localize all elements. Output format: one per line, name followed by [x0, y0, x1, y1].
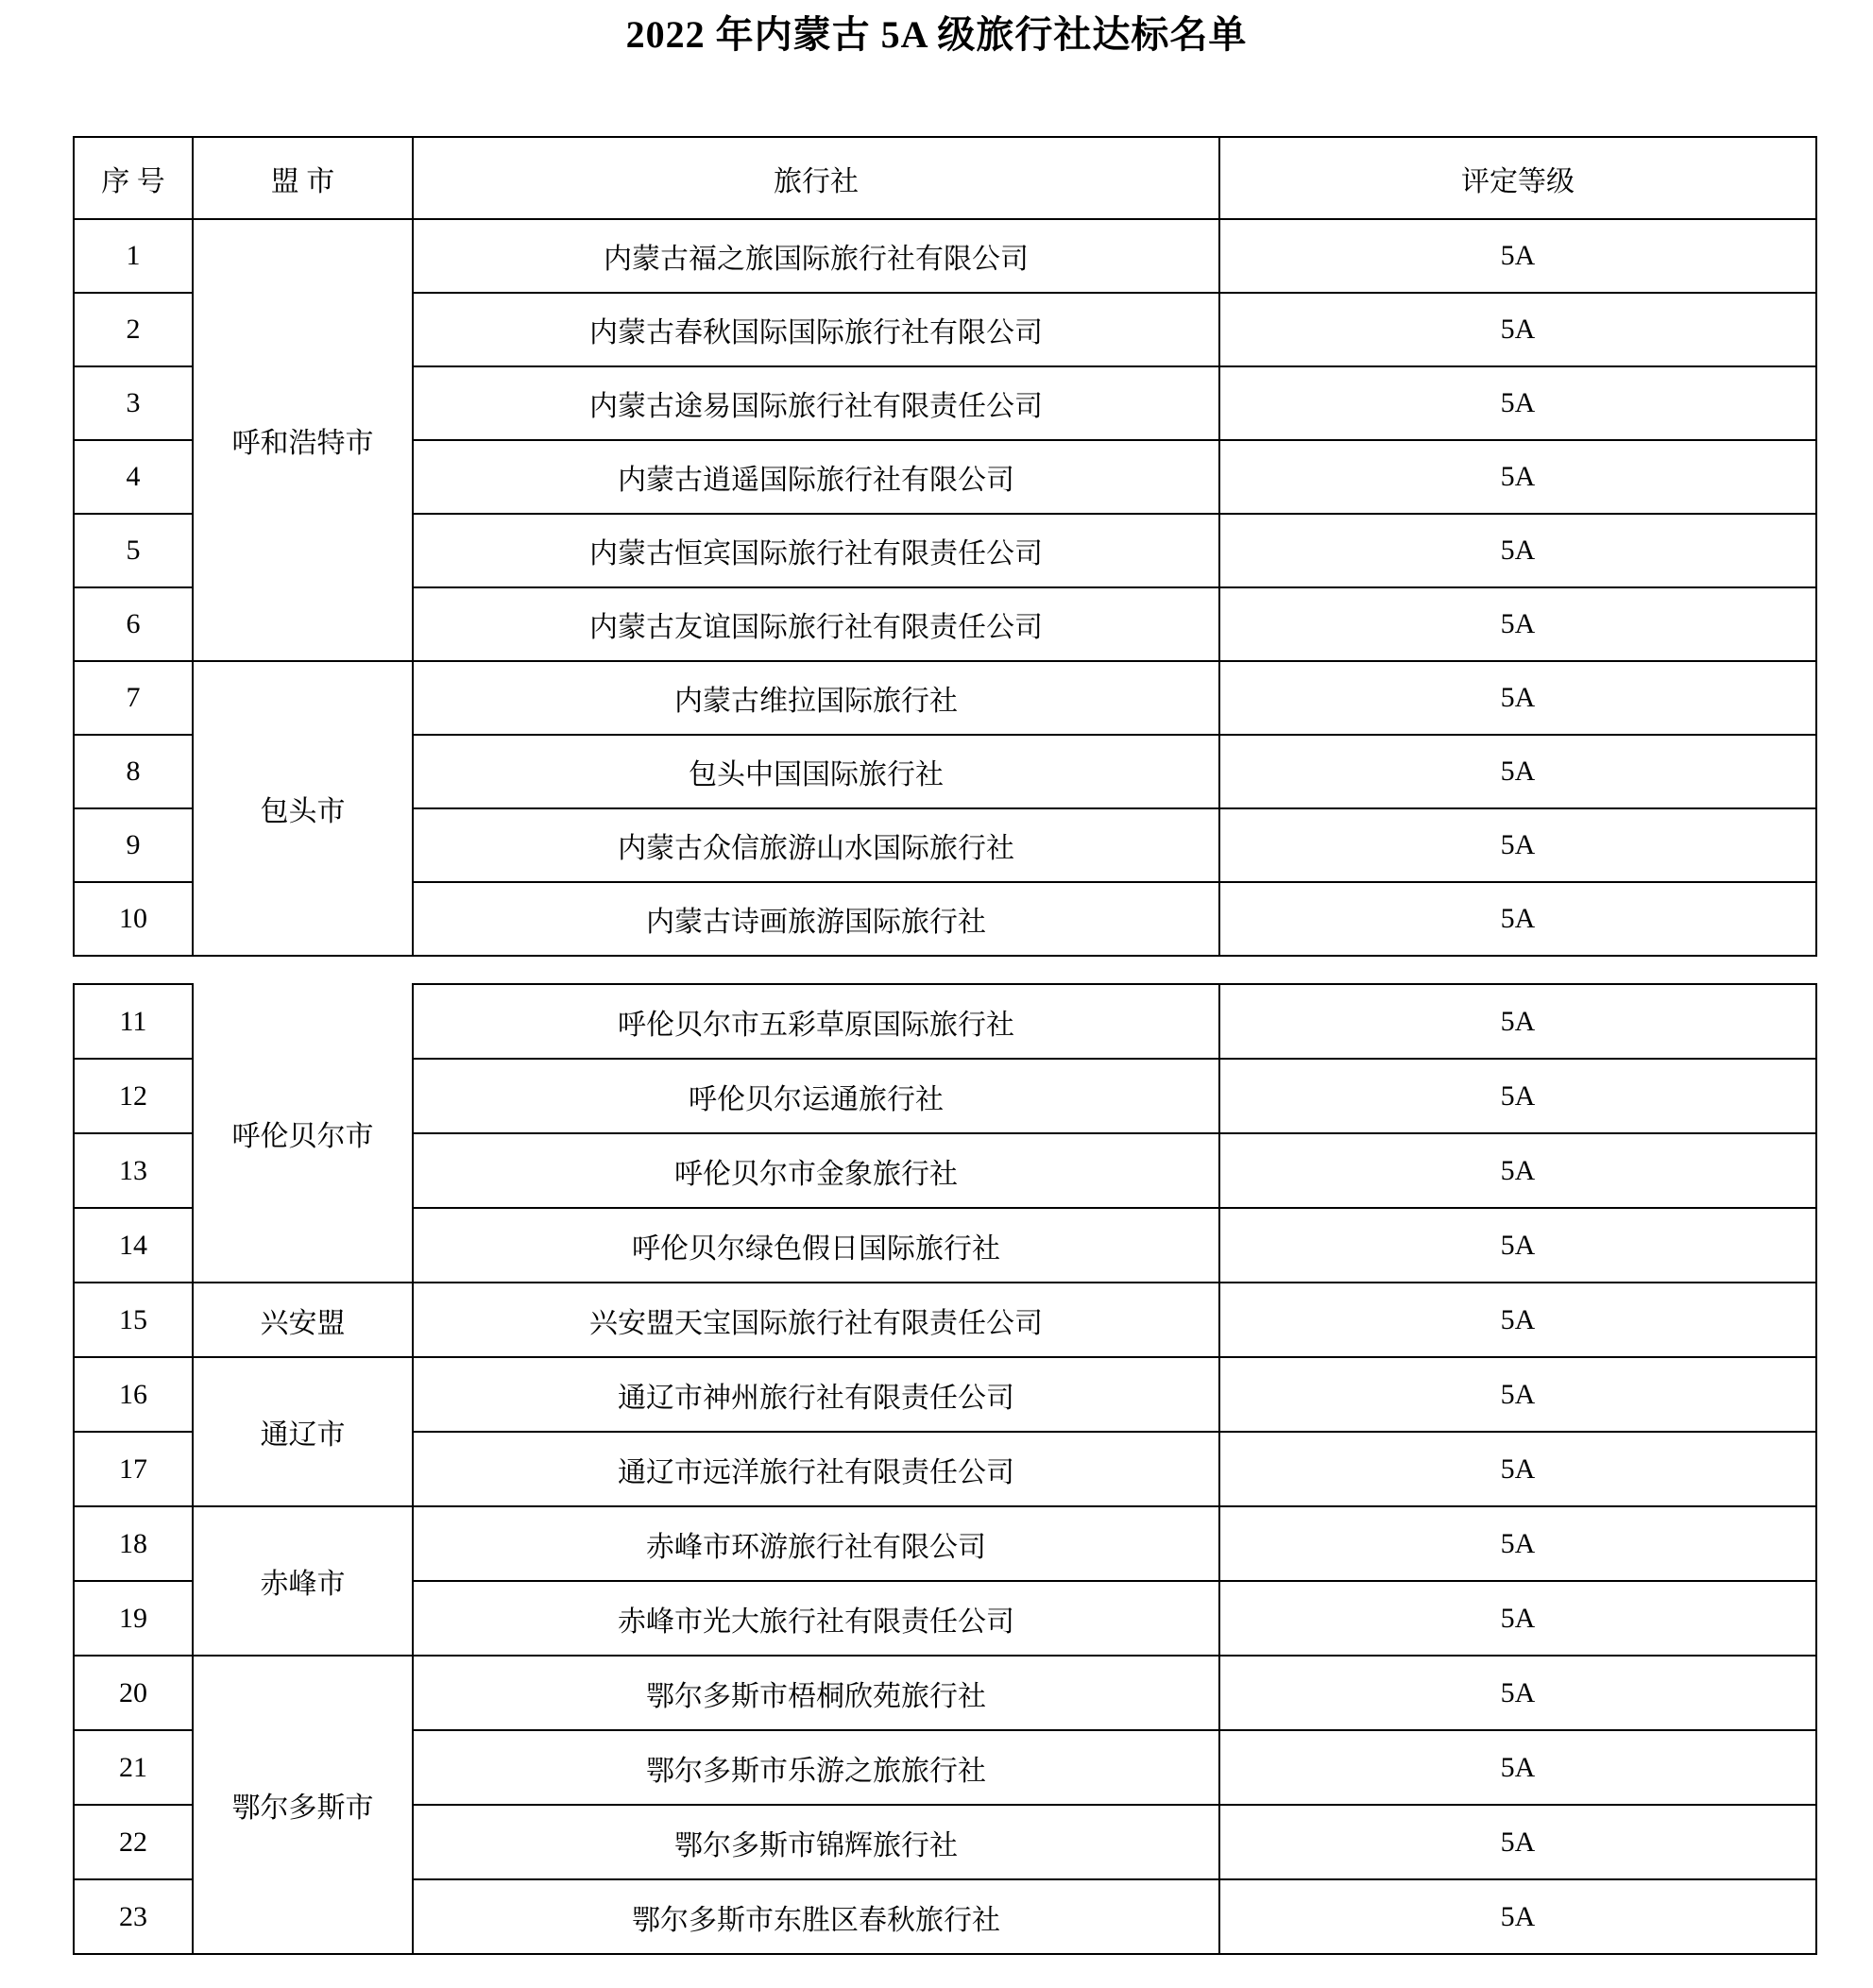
- travel-agency-cell: 内蒙古众信旅游山水国际旅行社: [413, 808, 1219, 882]
- tables-wrap: [73, 136, 1815, 1955]
- table-row: [74, 1357, 1816, 1432]
- league-city-cell: 包头市: [193, 661, 413, 956]
- rating-grade-cell: 5A: [1219, 1133, 1816, 1208]
- col-header-serial: 序 号: [74, 137, 193, 219]
- serial-number-cell: 21: [74, 1730, 193, 1805]
- rating-grade-cell: 5A: [1219, 735, 1816, 808]
- serial-number-cell: 1: [74, 219, 193, 293]
- travel-agency-cell: 鄂尔多斯市梧桐欣苑旅行社: [413, 1656, 1219, 1730]
- rating-grade-cell: 5A: [1219, 1879, 1816, 1954]
- travel-agency-cell: 内蒙古福之旅国际旅行社有限公司: [413, 219, 1219, 293]
- league-city-cell: 呼伦贝尔市: [193, 984, 413, 1283]
- travel-agency-cell: 呼伦贝尔市金象旅行社: [413, 1133, 1219, 1208]
- travel-agency-cell: 内蒙古维拉国际旅行社: [413, 661, 1219, 735]
- agency-table-section-2: [73, 983, 1817, 1955]
- rating-grade-cell: 5A: [1219, 366, 1816, 440]
- rating-grade-cell: 5A: [1219, 440, 1816, 514]
- travel-agency-cell: 鄂尔多斯市锦辉旅行社: [413, 1805, 1219, 1879]
- serial-number-cell: 10: [74, 882, 193, 956]
- travel-agency-cell: 赤峰市环游旅行社有限公司: [413, 1506, 1219, 1581]
- rating-grade-cell: 5A: [1219, 1506, 1816, 1581]
- serial-number-cell: 14: [74, 1208, 193, 1283]
- serial-number-cell: 7: [74, 661, 193, 735]
- travel-agency-cell: 内蒙古友谊国际旅行社有限责任公司: [413, 587, 1219, 661]
- serial-number-cell: 16: [74, 1357, 193, 1432]
- travel-agency-cell: 赤峰市光大旅行社有限责任公司: [413, 1581, 1219, 1656]
- travel-agency-cell: 呼伦贝尔运通旅行社: [413, 1059, 1219, 1133]
- travel-agency-cell: 通辽市远洋旅行社有限责任公司: [413, 1432, 1219, 1506]
- serial-number-cell: 17: [74, 1432, 193, 1506]
- rating-grade-cell: 5A: [1219, 1283, 1816, 1357]
- league-city-cell: 兴安盟: [193, 1283, 413, 1357]
- rating-grade-cell: 5A: [1219, 661, 1816, 735]
- table-row: [74, 1506, 1816, 1581]
- serial-number-cell: 15: [74, 1283, 193, 1357]
- league-city-cell: 赤峰市: [193, 1506, 413, 1656]
- travel-agency-cell: 内蒙古逍遥国际旅行社有限公司: [413, 440, 1219, 514]
- serial-number-cell: 4: [74, 440, 193, 514]
- table-row: [74, 661, 1816, 735]
- rating-grade-cell: 5A: [1219, 587, 1816, 661]
- travel-agency-cell: 内蒙古诗画旅游国际旅行社: [413, 882, 1219, 956]
- travel-agency-cell: 内蒙古途易国际旅行社有限责任公司: [413, 366, 1219, 440]
- page-title: 2022 年内蒙古 5A 级旅行社达标名单: [625, 13, 1248, 56]
- rating-grade-cell: 5A: [1219, 219, 1816, 293]
- travel-agency-cell: 通辽市神州旅行社有限责任公司: [413, 1357, 1219, 1432]
- serial-number-cell: 22: [74, 1805, 193, 1879]
- rating-grade-cell: 5A: [1219, 1581, 1816, 1656]
- serial-number-cell: 11: [74, 984, 193, 1059]
- rating-grade-cell: 5A: [1219, 1730, 1816, 1805]
- serial-number-cell: 18: [74, 1506, 193, 1581]
- serial-number-cell: 20: [74, 1656, 193, 1730]
- serial-number-cell: 9: [74, 808, 193, 882]
- rating-grade-cell: 5A: [1219, 882, 1816, 956]
- table-row: [74, 984, 1816, 1059]
- travel-agency-cell: 包头中国国际旅行社: [413, 735, 1219, 808]
- travel-agency-cell: 内蒙古春秋国际国际旅行社有限公司: [413, 293, 1219, 366]
- rating-grade-cell: 5A: [1219, 1656, 1816, 1730]
- rating-grade-cell: 5A: [1219, 293, 1816, 366]
- serial-number-cell: 2: [74, 293, 193, 366]
- col-header-grade: 评定等级: [1219, 137, 1816, 219]
- league-city-cell: 鄂尔多斯市: [193, 1656, 413, 1954]
- serial-number-cell: 6: [74, 587, 193, 661]
- serial-number-cell: 5: [74, 514, 193, 587]
- travel-agency-cell: 兴安盟天宝国际旅行社有限责任公司: [413, 1283, 1219, 1357]
- travel-agency-cell: 鄂尔多斯市乐游之旅旅行社: [413, 1730, 1219, 1805]
- col-header-agency: 旅行社: [413, 137, 1219, 219]
- rating-grade-cell: 5A: [1219, 1432, 1816, 1506]
- table-row: [74, 1656, 1816, 1730]
- serial-number-cell: 3: [74, 366, 193, 440]
- serial-number-cell: 19: [74, 1581, 193, 1656]
- rating-grade-cell: 5A: [1219, 1805, 1816, 1879]
- travel-agency-cell: 鄂尔多斯市东胜区春秋旅行社: [413, 1879, 1219, 1954]
- travel-agency-cell: 呼伦贝尔市五彩草原国际旅行社: [413, 984, 1219, 1059]
- serial-number-cell: 13: [74, 1133, 193, 1208]
- header-row: [74, 137, 1816, 219]
- table-row: [74, 1283, 1816, 1357]
- rating-grade-cell: 5A: [1219, 808, 1816, 882]
- travel-agency-cell: 内蒙古恒宾国际旅行社有限责任公司: [413, 514, 1219, 587]
- col-header-city: 盟 市: [193, 137, 413, 219]
- rating-grade-cell: 5A: [1219, 514, 1816, 587]
- league-city-cell: 呼和浩特市: [193, 219, 413, 661]
- serial-number-cell: 12: [74, 1059, 193, 1133]
- serial-number-cell: 8: [74, 735, 193, 808]
- serial-number-cell: 23: [74, 1879, 193, 1954]
- agency-table-section-1: [73, 136, 1817, 957]
- rating-grade-cell: 5A: [1219, 984, 1816, 1059]
- rating-grade-cell: 5A: [1219, 1357, 1816, 1432]
- league-city-cell: 通辽市: [193, 1357, 413, 1506]
- travel-agency-cell: 呼伦贝尔绿色假日国际旅行社: [413, 1208, 1219, 1283]
- rating-grade-cell: 5A: [1219, 1059, 1816, 1133]
- rating-grade-cell: 5A: [1219, 1208, 1816, 1283]
- table-row: [74, 219, 1816, 293]
